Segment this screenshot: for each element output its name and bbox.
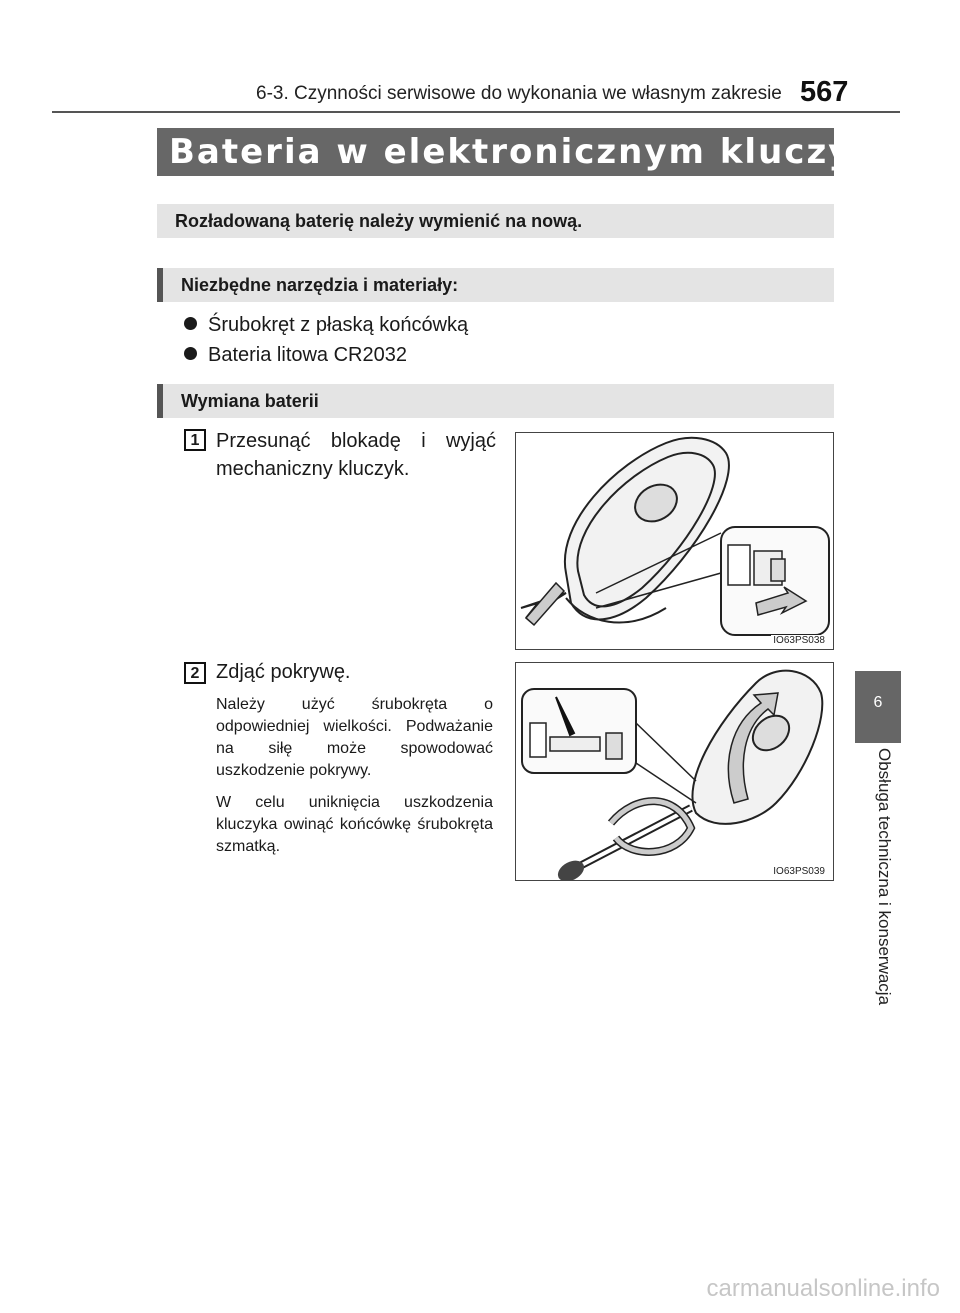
running-header-title: 6-3. Czynności serwisowe do wykonania we własnym zakresie [256, 83, 782, 104]
tools-heading: Niezbędne narzędzia i materiały: [157, 268, 834, 302]
key-fob-illustration [516, 433, 833, 649]
main-title: Bateria w elektronicznym kluczyku [157, 128, 834, 176]
intro-bar: Rozładowaną baterię należy wymienić na nową. [157, 204, 834, 238]
inset-detail [721, 527, 829, 635]
step-2-text: Zdjąć pokrywę. [216, 661, 351, 683]
key-fob-cover-illustration [516, 663, 833, 880]
step-2-note: Należy użyć śrubokręta o odpowiedniej wielkości. Podważanie na siłę może spowodować uszkodzenie pokrywy. [216, 696, 493, 779]
figure-remove-mechanical-key [515, 432, 834, 650]
figure-code: IO63PS039 [773, 866, 825, 877]
header-rule [52, 111, 900, 113]
figure-remove-cover [515, 662, 834, 881]
chapter-label: Obsługa techniczna i konserwacja [875, 748, 894, 1006]
figure-code: IO63PS038 [773, 635, 825, 646]
step-2-note: W celu uniknięcia uszkodzenia kluczyka owinąć końcówkę śrubokręta szmatką. [216, 794, 493, 855]
arrow-left-icon [521, 583, 566, 625]
step-number-1: 1 [184, 429, 206, 451]
step-number-2: 2 [184, 662, 206, 684]
replace-heading: Wymiana baterii [157, 384, 834, 418]
tool-item: Bateria litowa CR2032 [184, 344, 407, 367]
tool-item: Śrubokręt z płaską końcówką [184, 314, 468, 337]
bullet-icon [184, 347, 197, 360]
step-1-text: Przesunąć blokadę i wyjąć mechaniczny kluczyk. [216, 430, 496, 480]
chapter-tab: 6 [855, 671, 901, 743]
inset-detail [522, 689, 636, 773]
bullet-icon [184, 317, 197, 330]
watermark: carmanualsonline.info [706, 1275, 940, 1302]
page-number: 567 [800, 76, 849, 108]
